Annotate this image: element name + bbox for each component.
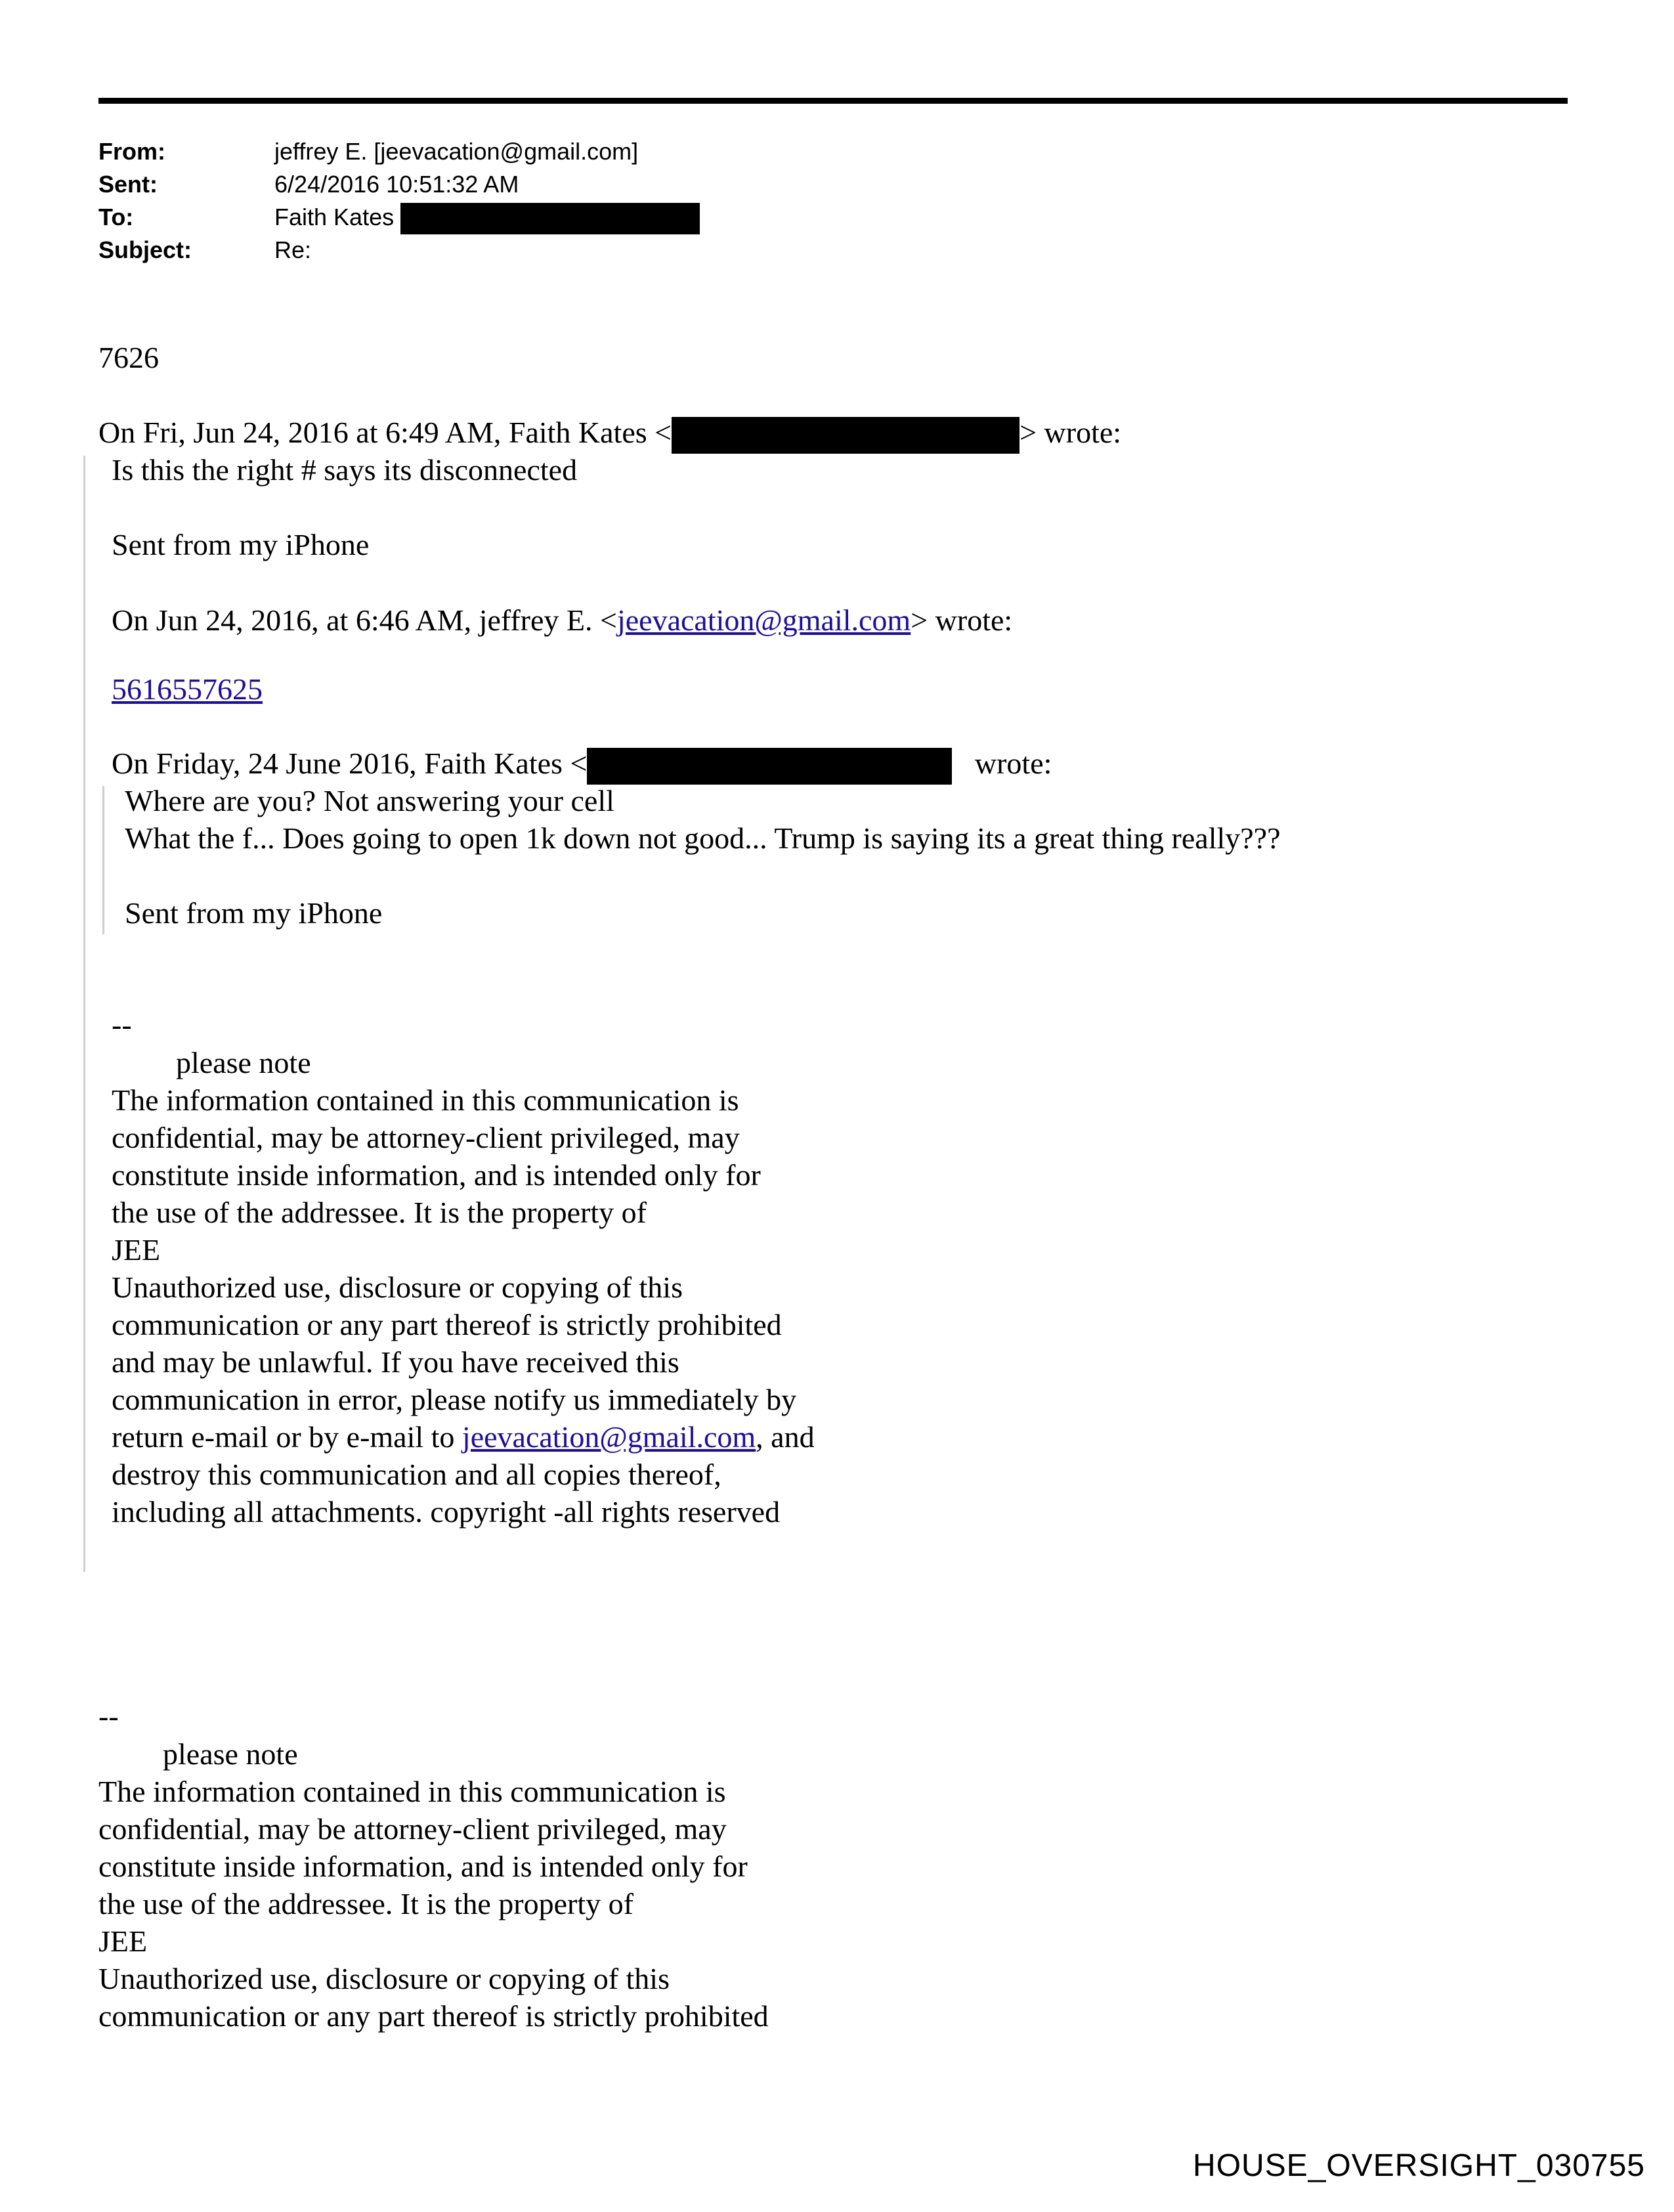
disclaimer-line: The information contained in this communication is [98,1775,726,1808]
reply-text: 7626 [98,341,159,374]
quote1-attribution [98,414,1121,454]
disclaimer-line: Unauthorized use, disclosure or copying of this [112,1270,683,1304]
quote3-attribution-post: wrote: [974,747,1052,780]
quote1-attribution-post: > wrote: [1019,416,1122,449]
disclaimer-line: JEE [98,1924,148,1958]
sent-label: Sent: [98,171,158,198]
to-value-wrap [274,201,700,234]
quote-bar [83,456,85,1572]
nested-quote-bar [102,786,104,934]
quote3-attribution [112,745,1052,785]
quote1-signature: Sent from my iPhone [112,528,370,561]
to-label: To: [98,204,134,230]
disclaimer-line: JEE [112,1233,161,1267]
email-link[interactable]: jeevacation@gmail.com [616,603,911,637]
disclaimer-line: the use of the addressee. It is the property of [112,1196,647,1229]
quote3-attribution-pre: On Friday, 24 June 2016, Faith Kates < [112,747,588,780]
disclaimer-note: please note [163,1737,298,1771]
header-rule [98,98,1568,104]
disclaimer-line: confidential, may be attorney-client privileged, may [112,1121,740,1154]
quote2-attribution [112,601,1012,639]
email-link[interactable]: jeevacation@gmail.com [461,1420,756,1454]
quote2-attribution-pre: On Jun 24, 2016, at 6:46 AM, jeffrey E. < [112,603,617,637]
quote3-line2: What the f... Does going to open 1k down not good... Trump is saying its a great thing really??? [125,821,1281,855]
disclaimer-line: destroy this communication and all copies thereof, [112,1458,721,1491]
phone-link-row [112,670,263,708]
disclaimer-note: please note [176,1046,311,1079]
disclaimer-line: and may be unlawful. If you have received this [112,1345,679,1379]
disclaimer-line: the use of the addressee. It is the property of [98,1887,633,1920]
disclaimer-line: The information contained in this communication is [112,1083,739,1117]
from-label: From: [98,138,165,165]
disclaimer-line: including all attachments. copyright -all rights reserved [112,1495,781,1529]
disclaimer-line: constitute inside information, and is intended only for [98,1850,748,1883]
return-line-post: , and [756,1420,815,1454]
redaction-box [400,203,700,234]
redaction-box [672,417,1019,454]
subject-value: Re: [274,236,312,263]
disclaimer-line: communication or any part thereof is strictly prohibited [98,1999,769,2033]
sent-value: 6/24/2016 10:51:32 AM [274,171,519,198]
to-value: Faith Kates [274,204,395,230]
quote3-line1: Where are you? Not answering your cell [125,784,614,817]
disclaimer-return-line [112,1418,815,1456]
disclaimer-line: Unauthorized use, disclosure or copying of this [98,1962,670,1995]
quote1-line: Is this the right # says its disconnected [112,453,578,487]
return-line-pre: return e-mail or by e-mail to [112,1420,462,1454]
quote1-attribution-pre: On Fri, Jun 24, 2016 at 6:49 AM, Faith Kates < [98,416,672,449]
disclaimer-line: confidential, may be attorney-client privileged, may [98,1812,727,1846]
disclaimer-line: communication or any part thereof is strictly prohibited [112,1308,782,1341]
quote2-attribution-post: > wrote: [911,603,1013,637]
disclaimer-dashes: -- [98,1699,119,1733]
redaction-box [587,748,952,785]
phone-link[interactable]: 5616557625 [112,672,263,706]
disclaimer-line: communication in error, please notify us immediately by [112,1383,797,1416]
subject-label: Subject: [98,236,192,263]
disclaimer-line: constitute inside information, and is intended only for [112,1158,761,1192]
disclaimer-dashes: -- [112,1008,132,1041]
bates-number: HOUSE_OVERSIGHT_030755 [1193,2148,1645,2183]
from-value: jeffrey E. [jeevacation@gmail.com] [274,138,639,165]
quote3-signature: Sent from my iPhone [125,896,383,930]
